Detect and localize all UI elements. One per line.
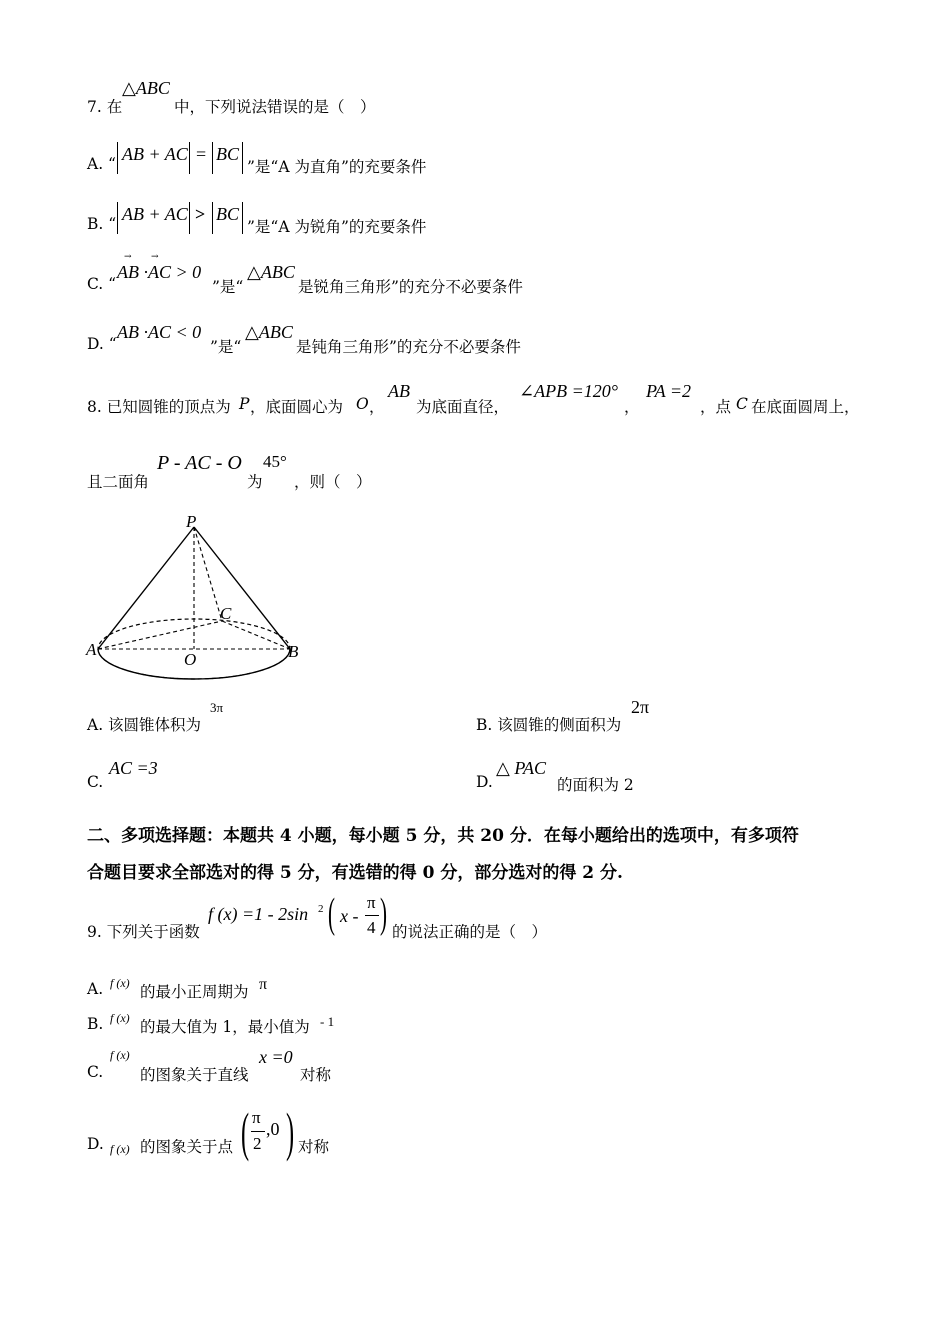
cone-segment-pc (194, 527, 222, 621)
q8-option-c-label: C. (87, 773, 104, 791)
fraction-bar (251, 1131, 265, 1132)
fraction-bar (365, 915, 379, 916)
q8-option-d-label: D. (476, 773, 493, 791)
cone-edge-pa (98, 527, 194, 649)
q7-number: 7. 在 (87, 98, 123, 116)
q7-option-b-expr: AB + AC (122, 204, 188, 224)
abs-bar (242, 142, 243, 174)
vector-arrow-icon: → (124, 252, 132, 262)
q8-text1: 为底面直径， (416, 398, 510, 416)
q9-option-c-label: C. (87, 1063, 104, 1081)
q7-option-a-rhs: BC (216, 144, 240, 164)
label-o: O (184, 650, 197, 669)
q9-square: 2 (318, 903, 324, 915)
q8-text2: ，点 (700, 398, 732, 416)
q7-option-c-expr: AB ·AC > 0 (117, 262, 202, 282)
q9-option-d-zero: ,0 (266, 1119, 280, 1139)
q9-option-a-value: π (259, 976, 268, 993)
abs-bar (189, 142, 190, 174)
left-paren: ( (241, 1102, 250, 1162)
q8-o: O (356, 395, 369, 413)
q8-sep2: ， (369, 398, 385, 416)
q8-p: P (239, 395, 250, 413)
q7-option-b-label: B. “ (87, 215, 117, 233)
q8-wei: 为 (247, 473, 263, 491)
q9-option-c-text: 的图象关于直线 (140, 1066, 249, 1084)
q7-triangle: △ABC (122, 78, 170, 98)
q9-option-c-value: x =0 (259, 1047, 293, 1067)
q9-option-c-fx: f (x) (110, 1048, 130, 1062)
q8-degree: 45° (263, 452, 287, 471)
q9-option-d-pi: π (252, 1108, 261, 1127)
abs-bar (189, 202, 190, 234)
q7-option-a-expr: AB + AC (122, 144, 188, 164)
q9-option-c-tail: 对称 (300, 1066, 332, 1084)
label-c: C (220, 604, 232, 623)
section-2-line-1: 二、多项选择题：本题共 4 小题，每小题 5 分，共 20 分．在每小题给出的选项中，有多项符 (87, 826, 799, 846)
q7-option-a-label: A. “ (87, 155, 116, 173)
q9-option-b-label: B. (87, 1015, 104, 1033)
q8-ab: AB (388, 381, 410, 401)
q9-option-a-label: A. (87, 980, 104, 998)
q9-option-d-two: 2 (253, 1134, 262, 1153)
left-paren: ( (328, 891, 335, 937)
q8-option-c-value: AC =3 (109, 758, 158, 778)
vector-arrow-icon: → (151, 252, 159, 262)
q9-option-b-fx: f (x) (110, 1011, 130, 1025)
cone-figure (80, 505, 320, 690)
q9-prefix: 9. 下列关于函数 (87, 923, 200, 941)
section-2-line-2: 合题目要求全部选对的得 5 分，有选错的得 0 分，部分选对的得 2 分. (87, 863, 623, 883)
q8-pa: PA =2 (646, 381, 691, 401)
label-p: P (186, 512, 197, 531)
q7-option-b-gt: > (195, 204, 206, 224)
q7-option-d-label: D. “ (87, 335, 117, 353)
q7-option-d-tail: 是钝角三角形”的充分不必要条件 (296, 338, 521, 356)
q8-option-d-value: △ PAC (496, 758, 547, 778)
q7-option-d-triangle: △ABC (245, 322, 293, 342)
q9-option-b-text: 的最大值为 1，最小值为 (140, 1018, 310, 1036)
q8-prefix: 8. 已知圆锥的顶点为 (87, 398, 231, 416)
q9-x-minus: x - (340, 906, 359, 926)
q9-option-b-value: - 1 (320, 1014, 335, 1029)
q7-option-d-mid: ”是“ (210, 338, 242, 356)
q8-line2: 且二面角 (87, 473, 150, 491)
q9-option-d-label: D. (87, 1135, 104, 1153)
q9-four: 4 (367, 918, 376, 937)
q7-option-c-label: C. “ (87, 275, 117, 293)
q8-option-a-value: 3π (210, 700, 224, 715)
label-a: A (86, 640, 97, 659)
q8-line2-tail: ，则（ ） (294, 473, 372, 491)
q9-option-d-tail: 对称 (298, 1138, 330, 1156)
q7-stem: 中，下列说法错误的是（ ） (174, 98, 376, 116)
q9-option-d-text: 的图象关于点 (140, 1138, 234, 1156)
cone-edge-pb (194, 527, 290, 649)
abs-bar (242, 202, 243, 234)
q8-text3: 在底面圆周上， (751, 398, 860, 416)
q7-option-c-triangle: △ABC (247, 262, 295, 282)
q8-angle: ∠APB =120° (519, 381, 618, 401)
right-paren: ) (286, 1102, 295, 1162)
q7-option-c-mid: ”是“ (212, 278, 244, 296)
q7-option-c-tail: 是锐角三角形”的充分不必要条件 (298, 278, 523, 296)
q8-c: C (736, 395, 748, 413)
q8-option-a-label: A. 该圆锥体积为 (87, 716, 202, 734)
q9-option-a-text: 的最小正周期为 (140, 983, 249, 1001)
q8-dihedral: P - AC - O (157, 452, 242, 474)
q8-sep1: ，底面圆心为 (250, 398, 344, 416)
label-b: B (288, 642, 299, 661)
abs-bar (212, 202, 213, 234)
q8-option-b-label: B. 该圆锥的侧面积为 (476, 716, 622, 734)
q8-comma: ， (624, 398, 640, 416)
q7-option-a-tail: ”是“A 为直角”的充要条件 (247, 158, 427, 176)
q7-option-d-expr: AB ·AC < 0 (117, 322, 202, 342)
abs-bar (212, 142, 213, 174)
q9-function: f (x) =1 - 2sin (208, 904, 309, 924)
q9-pi: π (367, 893, 376, 912)
q8-option-d-tail: 的面积为 2 (557, 776, 634, 794)
abs-bar (117, 202, 118, 234)
q9-option-d-fx: f (x) (110, 1142, 130, 1156)
q8-option-b-value: 2π (631, 697, 650, 717)
q9-tail: 的说法正确的是（ ） (392, 923, 548, 941)
q9-option-a-fx: f (x) (110, 976, 130, 990)
q7-option-b-rhs: BC (216, 204, 240, 224)
q7-option-b-tail: ”是“A 为锐角”的充要条件 (247, 218, 427, 236)
q7-option-a-eq: = (196, 144, 207, 164)
abs-bar (117, 142, 118, 174)
right-paren: ) (380, 891, 387, 937)
